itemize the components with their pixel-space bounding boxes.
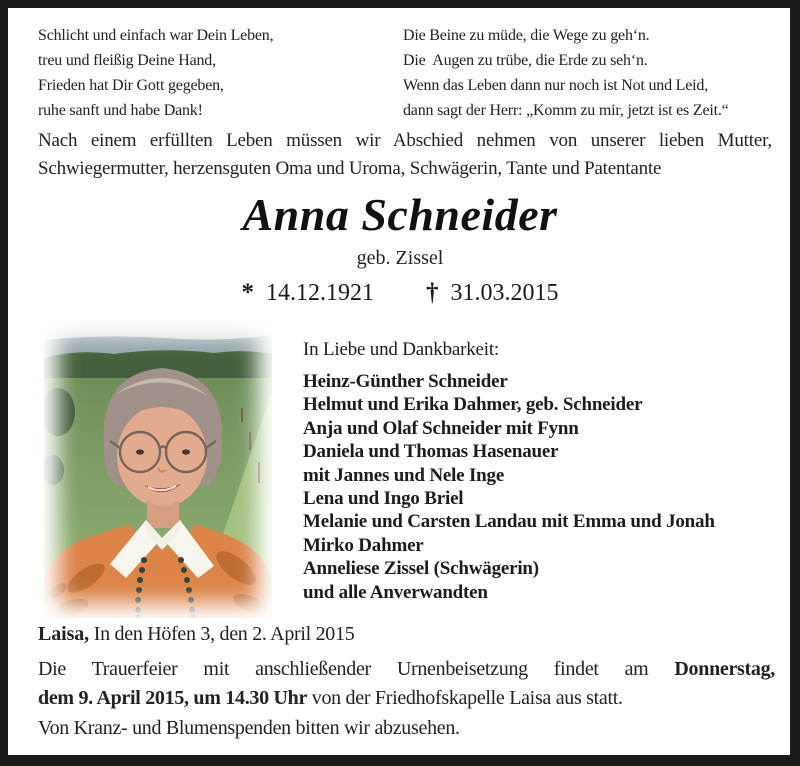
family-name: und alle Anverwandten — [303, 581, 488, 603]
deceased-name: Anna Schneider — [242, 189, 558, 240]
death-cross-icon: † — [426, 279, 439, 306]
flowers-note: Von Kranz- und Blumenspenden bitten wir abzusehen. — [38, 717, 460, 739]
maiden-name: geb. Zissel — [356, 247, 444, 269]
poem-line: treu und fleißig Deine Hand, — [38, 52, 216, 69]
poem-line: Frieden hat Dir Gott gegeben, — [38, 77, 224, 94]
birth-date: 14.12.1921 — [266, 280, 374, 306]
life-dates — [0, 279, 800, 307]
death-date-group — [426, 279, 559, 307]
farewell-paragraph — [38, 127, 772, 183]
family-name: Helmut und Erika Dahmer, geb. Schneider — [303, 394, 643, 416]
family-name: Anneliese Zissel (Schwägerin) — [303, 558, 539, 580]
death-date: 31.03.2015 — [450, 280, 559, 306]
tribute-block — [303, 339, 783, 604]
family-name: mit Jannes und Nele Inge — [303, 464, 505, 486]
family-name: Lena und Ingo Briel — [303, 488, 464, 510]
poem-line: Schlicht und einfach war Dein Leben, — [38, 27, 274, 44]
poem-line: dann sagt der Herr: „Komm zu mir, jetzt ist es Zeit.“ — [403, 102, 729, 119]
poem-line: Die Beine zu müde, die Wege zu geh‘n. — [403, 27, 650, 44]
address-date: In den Höfen 3, den 2. April 2015 — [89, 623, 355, 645]
poem-line: Die Augen zu trübe, die Erde zu seh‘n. — [403, 52, 648, 69]
tribute-heading: In Liebe und Dankbarkeit: — [303, 339, 500, 360]
family-name: Melanie und Carsten Landau mit Emma und Jonah — [303, 511, 715, 533]
funeral-day-bold: Donnerstag, — [674, 658, 775, 680]
farewell-line: Nach einem erfüllten Leben müssen wir Abschied nehmen von unserer lieben Mutter, — [38, 130, 772, 151]
birth-star-icon: * — [241, 279, 254, 306]
memorial-poem-right — [403, 23, 729, 123]
portrait-photo-illustration — [44, 320, 272, 618]
poem-line: ruhe sanft und habe Dank! — [38, 102, 203, 119]
funeral-line — [38, 684, 775, 713]
funeral-line — [38, 655, 775, 684]
funeral-text: von der Friedhofskapelle Laisa aus statt. — [311, 687, 623, 709]
farewell-line: Schwiegermutter, herzensguten Oma und Uroma, Schwägerin, Tante und Patentante — [38, 158, 662, 179]
funeral-time-bold: dem 9. April 2015, um 14.30 Uhr — [38, 687, 308, 709]
family-name: Daniela und Thomas Hasenauer — [303, 441, 559, 463]
family-name: Mirko Dahmer — [303, 534, 424, 556]
poem-line: Wenn das Leben dann nur noch ist Not und Leid, — [403, 77, 708, 94]
memorial-poem-left — [38, 23, 273, 123]
family-name: Heinz-Günther Schneider — [303, 371, 508, 392]
city-name: Laisa, — [38, 623, 90, 645]
place-date-line — [38, 623, 354, 646]
funeral-text: Die Trauerfeier mit anschließender Urnenbeisetzung findet am — [38, 658, 649, 680]
portrait-photo — [44, 320, 272, 618]
funeral-info — [38, 655, 775, 713]
family-name: Anja und Olaf Schneider mit Fynn — [303, 417, 579, 439]
birth-date-group — [242, 279, 375, 307]
